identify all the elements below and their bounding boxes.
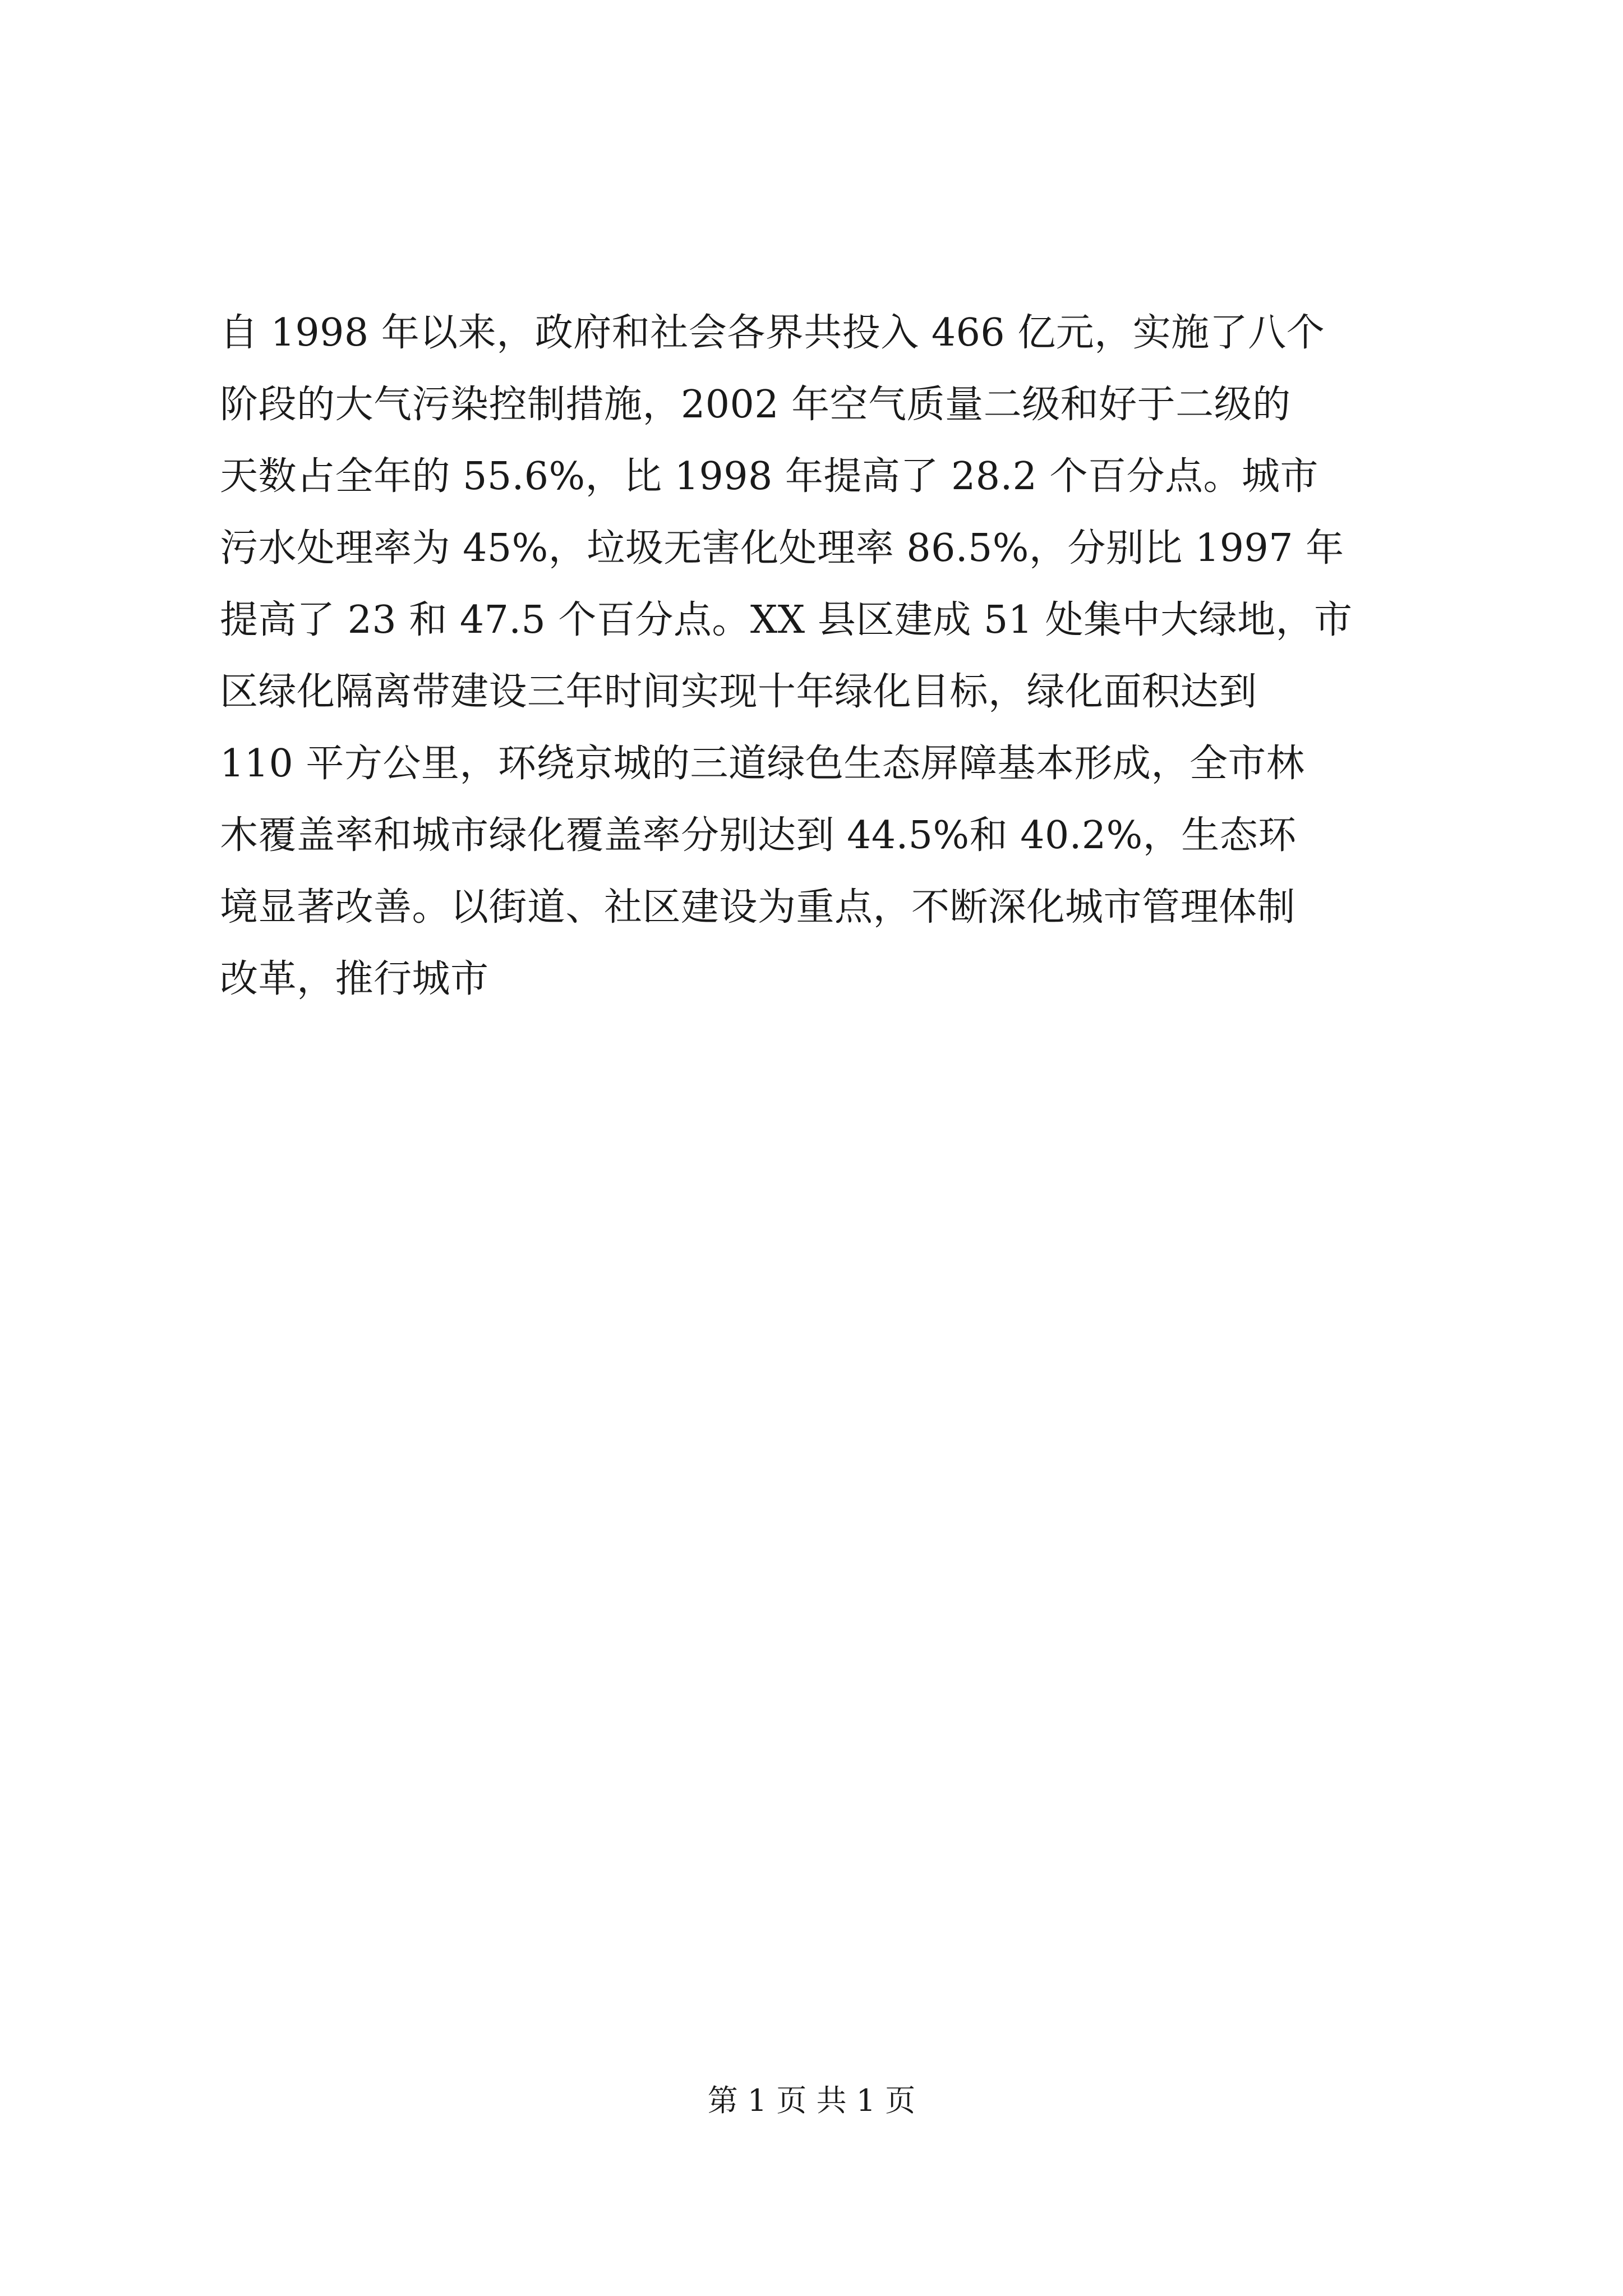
paragraph-line: 110 平方公里，环绕京城的三道绿色生态屏障基本形成，全市林	[220, 742, 1305, 786]
body-paragraph	[220, 297, 1414, 1015]
paragraph-line: 境显著改善。以街道、社区建设为重点，不断深化城市管理体制	[220, 885, 1296, 930]
paragraph-line: 提高了 23 和 47.5 个百分点。XX 县区建成 51 处集中大绿地，市	[220, 598, 1353, 642]
paragraph-line: 自 1998 年以来，政府和社会各界共投入 466 亿元，实施了八个	[220, 311, 1325, 355]
paragraph-line: 天数占全年的 55.6%，比 1998 年提高了 28.2 个百分点。城市	[220, 454, 1319, 499]
paragraph-line: 改革，推行城市	[220, 957, 489, 1001]
paragraph-line: 区绿化隔离带建设三年时间实现十年绿化目标，绿化面积达到	[220, 670, 1257, 714]
paragraph-line: 污水处理率为 45%，垃圾无害化处理率 86.5%，分别比 1997 年	[220, 526, 1344, 570]
paragraph-line: 阶段的大气污染控制措施，2002 年空气质量二级和好于二级的	[220, 383, 1291, 427]
paragraph-line: 木覆盖率和城市绿化覆盖率分别达到 44.5%和 40.2%，生态环	[220, 813, 1297, 858]
page-number-footer: 第 1 页 共 1 页	[707, 2083, 916, 2118]
